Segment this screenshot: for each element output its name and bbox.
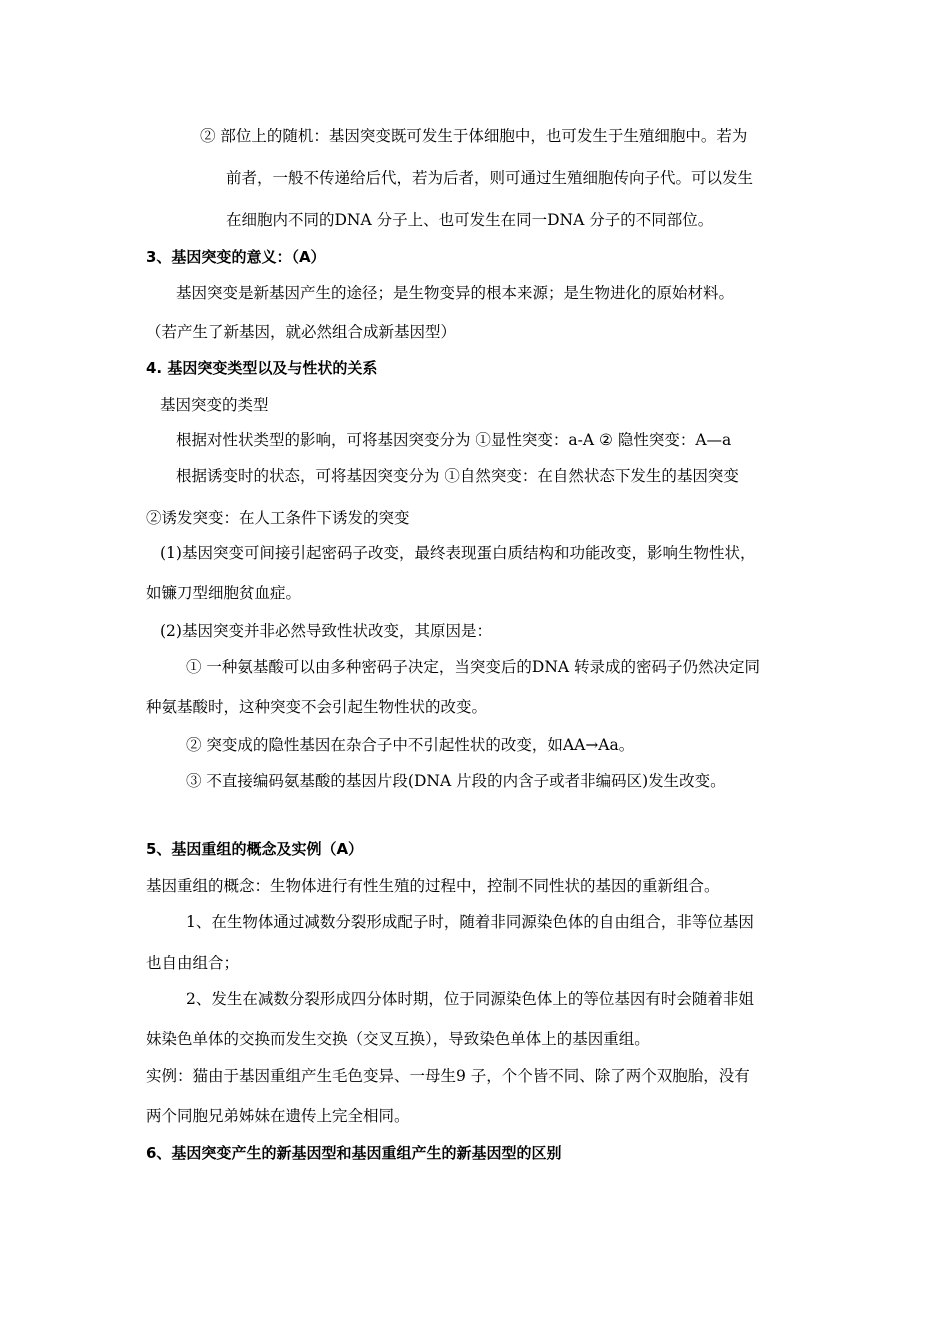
text-line: 基因突变的类型 bbox=[160, 396, 269, 414]
text-line: 2、发生在减数分裂形成四分体时期，位于同源染色体上的等位基因有时会随着非姐 bbox=[186, 990, 754, 1008]
text-line: ② 突变成的隐性基因在杂合子中不引起性状的改变，如AA→Aa。 bbox=[186, 736, 635, 754]
text-line: （若产生了新基因，就必然组合成新基因型） bbox=[146, 323, 457, 341]
text-line: 根据对性状类型的影响，可将基因突变分为 ①显性突变：a-A ② 隐性突变：A—a bbox=[176, 431, 732, 449]
text-line: 妹染色单体的交换而发生交换（交叉互换），导致染色单体上的基因重组。 bbox=[146, 1030, 650, 1048]
text-line: 基因突变是新基因产生的途径；是生物变异的根本来源；是生物进化的原始材料。 bbox=[176, 284, 735, 302]
section-heading: 6、基因突变产生的新基因型和基因重组产生的新基因型的区别 bbox=[146, 1144, 562, 1162]
section-heading: 5、基因重组的概念及实例（A） bbox=[146, 840, 364, 858]
text-line: (2)基因突变并非必然导致性状改变，其原因是： bbox=[160, 622, 492, 640]
text-line: 两个同胞兄弟姊妹在遗传上完全相同。 bbox=[146, 1107, 410, 1125]
text-line: 种氨基酸时，这种突变不会引起生物性状的改变。 bbox=[146, 698, 488, 716]
text-line: ②诱发突变：在人工条件下诱发的突变 bbox=[146, 509, 410, 527]
text-line: ③ 不直接编码氨基酸的基因片段(DNA 片段的内含子或者非编码区)发生改变。 bbox=[186, 772, 726, 790]
section-heading: 3、基因突变的意义：（A） bbox=[146, 248, 326, 266]
text-line: 实例：猫由于基因重组产生毛色变异、一母生9 子，个个皆不同、除了两个双胞胎，没有 bbox=[146, 1067, 750, 1085]
text-line: (1)基因突变可间接引起密码子改变，最终表现蛋白质结构和功能改变，影响生物性状， bbox=[160, 544, 756, 562]
section-heading: 4. 基因突变类型以及与性状的关系 bbox=[146, 359, 378, 377]
text-line: 基因重组的概念：生物体进行有性生殖的过程中，控制不同性状的基因的重新组合。 bbox=[146, 877, 720, 895]
text-line: 前者，一般不传递给后代，若为后者，则可通过生殖细胞传向子代。可以发生 bbox=[226, 169, 754, 187]
text-line: ② 部位上的随机：基因突变既可发生于体细胞中，也可发生于生殖细胞中。若为 bbox=[200, 127, 748, 145]
text-line: 也自由组合； bbox=[146, 954, 240, 972]
text-line: 根据诱变时的状态，可将基因突变分为 ①自然突变：在自然状态下发生的基因突变 bbox=[176, 467, 739, 485]
text-line: 1、在生物体通过减数分裂形成配子时，随着非同源染色体的自由组合，非等位基因 bbox=[186, 913, 754, 931]
text-line: ① 一种氨基酸可以由多种密码子决定，当突变后的DNA 转录成的密码子仍然决定同 bbox=[186, 658, 761, 676]
text-line: 如镰刀型细胞贫血症。 bbox=[146, 584, 302, 602]
text-line: 在细胞内不同的DNA 分子上、也可发生在同一DNA 分子的不同部位。 bbox=[226, 211, 714, 229]
